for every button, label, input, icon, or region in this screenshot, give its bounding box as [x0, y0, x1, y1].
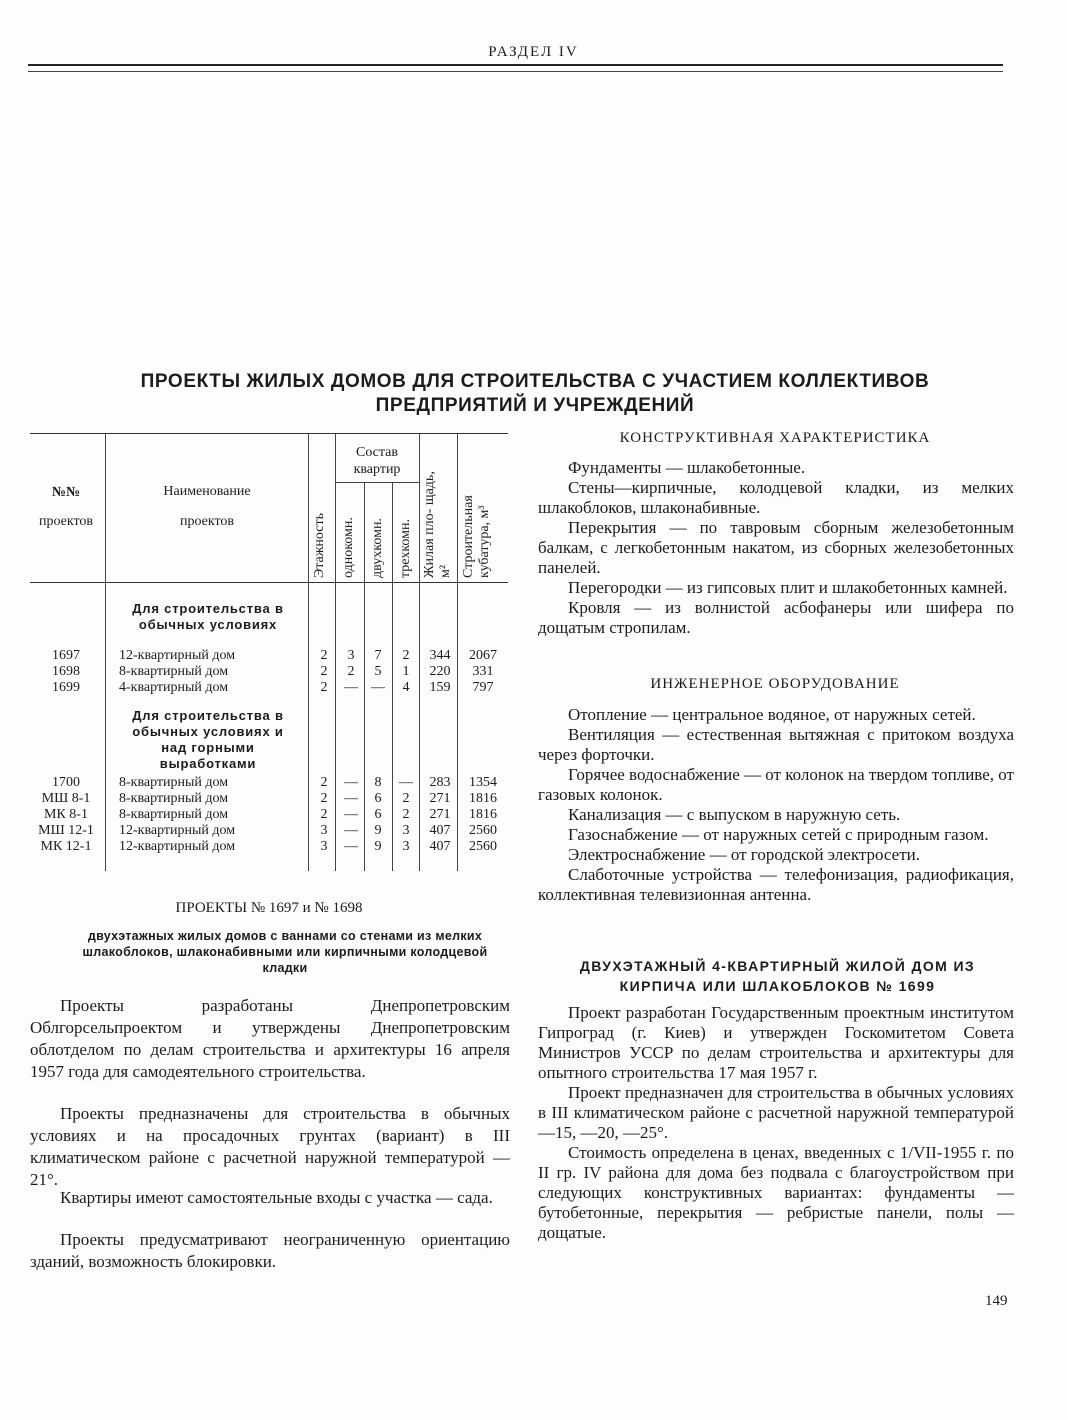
head-volume: Строительная кубатура, м³: [461, 495, 492, 578]
cell-area: 407: [429, 823, 451, 838]
cell-no: 1700: [52, 775, 80, 790]
cell-one: —: [344, 791, 358, 806]
cell-floors: 2: [320, 664, 328, 679]
head-no: №№: [51, 485, 81, 500]
cell-volume: 2560: [469, 839, 497, 854]
cell-name: 8-квартирный дом: [119, 664, 229, 679]
cell-three: 2: [402, 807, 410, 822]
cell-name: 12-квартирный дом: [119, 839, 236, 854]
cell-volume: 2067: [469, 648, 497, 663]
head-floors: Этажность: [312, 513, 327, 578]
paragraph: Стоимость определена в ценах, введенных с 1/VII-1955 г. по II гр. IV района для дома без подвала с благоустройством при следующих конструктивных вариантах: фундаменты — бутобетонные, перекрытия — ребристые панели, полы — дощатые.: [538, 1143, 1014, 1242]
head-living-area: Жилая пло- щадь, м²: [422, 471, 453, 578]
engineering-item: Канализация — с выпуском в наружную сеть.: [568, 805, 901, 824]
paragraph: Проект разработан Государственным проектным институтом Гипроград (г. Киев) и утвержден Госкомитетом Совета Министров УССР по делам строительства и архитектуры для опытного строительства 17 мая 1957 г.: [538, 1003, 1014, 1082]
page-title-line1: ПРОЕКТЫ ЖИЛЫХ ДОМОВ ДЛЯ СТРОИТЕЛЬСТВА С УЧАСТИЕМ КОЛЛЕКТИВОВ: [140, 371, 930, 392]
projects-heading: ПРОЕКТЫ № 1697 и № 1698: [175, 900, 363, 916]
head-no-sub: проектов: [38, 514, 94, 529]
projects-subheading: двухэтажных жилых домов с ваннами со стенами из мелких шлакоблоков, шлаконабивными или кирпичными колодцевой кладки: [82, 929, 488, 975]
cell-volume: 1816: [469, 807, 497, 822]
cell-two: —: [371, 680, 385, 695]
cell-floors: 3: [320, 839, 328, 854]
cell-two: 6: [374, 807, 382, 822]
cell-area: 271: [429, 807, 451, 822]
cell-floors: 2: [320, 648, 328, 663]
cell-floors: 2: [320, 680, 328, 695]
cell-three: 4: [402, 680, 410, 695]
engineering-item: Отопление — центральное водяное, от наружных сетей.: [568, 705, 976, 724]
group-title-normal: Для строительства в обычных условиях: [132, 601, 284, 632]
cell-no: 1697: [52, 648, 80, 663]
table-row: [30, 839, 508, 855]
header-rule-thin: [28, 71, 1003, 72]
cell-floors: 3: [320, 823, 328, 838]
cell-one: —: [344, 839, 358, 854]
cell-area: 159: [429, 680, 451, 695]
paragraph: Проекты предназначены для строительства в обычных условиях и на просадочных грунтах (вариант) в III климатическом районе с расчетной наружной температурой —21°.: [30, 1104, 510, 1189]
engineering-item: Газоснабжение — от наружных сетей с природным газом.: [568, 825, 989, 844]
cell-floors: 2: [320, 807, 328, 822]
cell-name: 8-квартирный дом: [119, 775, 229, 790]
head-name-sub: проектов: [179, 514, 235, 529]
cell-two: 7: [374, 648, 382, 663]
cell-volume: 797: [472, 680, 494, 695]
paragraph: Проект предназначен для строительства в обычных условиях в III климатическом районе с расчетной наружной температурой —15, —20, —25°.: [538, 1083, 1014, 1142]
cell-name: 12-квартирный дом: [119, 823, 236, 838]
construction-item: Перегородки — из гипсовых плит и шлакобетонных камней.: [568, 578, 1008, 597]
cell-one: —: [344, 807, 358, 822]
table-row: [30, 791, 508, 807]
table-top-rule: [30, 433, 508, 434]
cell-no: МК 12-1: [40, 839, 92, 854]
head-name: Наименование: [163, 484, 251, 499]
cell-no: МШ 12-1: [38, 823, 94, 838]
cell-name: 8-квартирный дом: [119, 807, 229, 822]
head-one-room: однокомн.: [341, 517, 356, 578]
table-row: [30, 823, 508, 839]
cell-three: 2: [402, 648, 410, 663]
cell-area: 407: [429, 839, 451, 854]
cell-two: 9: [374, 823, 382, 838]
cell-name: 8-квартирный дом: [119, 791, 229, 806]
paragraph: Проекты предусматривают неограниченную ориентацию зданий, возможность блокировки.: [30, 1230, 510, 1271]
cell-no: 1699: [52, 680, 80, 695]
construction-item: Стены—кирпичные, колодцевой кладки, из мелких шлакоблоков, шлаконабивные.: [538, 478, 1014, 517]
table-header-rule: [30, 582, 508, 583]
cell-volume: 1354: [469, 775, 497, 790]
page-title-line2: ПРЕДПРИЯТИЙ И УЧРЕЖДЕНИЙ: [375, 395, 695, 416]
cell-name: 12-квартирный дом: [119, 648, 236, 663]
page-title: [60, 370, 1010, 418]
engineering-list: [538, 705, 1014, 905]
cell-two: 6: [374, 791, 382, 806]
page-number: 149: [985, 1293, 1008, 1309]
cell-one: 2: [347, 664, 355, 679]
cell-volume: 1816: [469, 791, 497, 806]
cell-one: 3: [347, 648, 355, 663]
construction-heading: КОНСТРУКТИВНАЯ ХАРАКТЕРИСТИКА: [619, 430, 931, 446]
cell-one: —: [344, 823, 358, 838]
cell-three: 1: [402, 664, 410, 679]
cell-two: 5: [374, 664, 382, 679]
construction-item: Перекрытия — по тавровым сборным железобетонным балкам, с легкобетонным накатом, из сборных железобетонных панелей.: [538, 518, 1014, 577]
engineering-item: Электроснабжение — от городской электросети.: [568, 845, 920, 864]
engineering-item: Слаботочные устройства — телефонизация, радиофикация, коллективная телевизионная антенна.: [538, 865, 1014, 904]
cell-name: 4-квартирный дом: [119, 680, 229, 695]
cell-volume: 331: [472, 664, 494, 679]
cell-area: 271: [429, 791, 451, 806]
construction-list: [538, 458, 1014, 638]
house-description: [538, 1003, 1014, 1243]
head-composition: Состав квартир: [353, 445, 401, 477]
construction-item: Фундаменты — шлакобетонные.: [568, 458, 806, 477]
header-rule: [28, 64, 1003, 66]
engineering-heading: ИНЖЕНЕРНОЕ ОБОРУДОВАНИЕ: [650, 676, 900, 692]
cell-three: 3: [402, 823, 410, 838]
construction-item: Кровля — из волнистой асбофанеры или шифера по дощатым стропилам.: [538, 598, 1014, 637]
paragraph: Квартиры имеют самостоятельные входы с участка — сада.: [60, 1188, 493, 1207]
table-row: [30, 775, 508, 791]
cell-no: МШ 8-1: [41, 791, 91, 806]
cell-two: 9: [374, 839, 382, 854]
cell-floors: 2: [320, 775, 328, 790]
table-row: [30, 680, 508, 696]
head-two-room: двухкомн.: [370, 518, 385, 578]
engineering-item: Вентиляция — естественная вытяжная с притоком воздуха через форточки.: [538, 725, 1014, 764]
cell-no: 1698: [52, 664, 80, 679]
cell-one: —: [344, 775, 358, 790]
cell-one: —: [344, 680, 358, 695]
composition-rule: [335, 482, 419, 483]
cell-three: 3: [402, 839, 410, 854]
cell-area: 344: [429, 648, 451, 663]
head-three-room: трехкомн.: [398, 519, 413, 578]
cell-volume: 2560: [469, 823, 497, 838]
cell-area: 220: [429, 664, 451, 679]
table-row: [30, 648, 508, 664]
cell-area: 283: [429, 775, 451, 790]
table-row: [30, 664, 508, 680]
cell-floors: 2: [320, 791, 328, 806]
cell-three: 2: [402, 791, 410, 806]
cell-no: МК 8-1: [44, 807, 88, 822]
group-title-mining: Для строительства в обычных условиях и над горными выработками: [132, 708, 284, 771]
paragraph: Проекты разработаны Днепропетровским Облгорсельпроектом и утверждены Днепропетровским облотделом по делам строительства и архитектуры 16 апреля 1957 года для самодеятельного строительства.: [30, 996, 510, 1081]
cell-three: —: [399, 775, 413, 790]
table-row: [30, 807, 508, 823]
cell-two: 8: [374, 775, 382, 790]
engineering-item: Горячее водоснабжение — от колонок на твердом топливе, от газовых колонок.: [538, 765, 1014, 804]
house-heading: ДВУХЭТАЖНЫЙ 4-КВАРТИРНЫЙ ЖИЛОЙ ДОМ ИЗ КИРПИЧА ИЛИ ШЛАКОБЛОКОВ № 1699: [579, 958, 976, 994]
running-head: РАЗДЕЛ IV: [488, 44, 579, 60]
